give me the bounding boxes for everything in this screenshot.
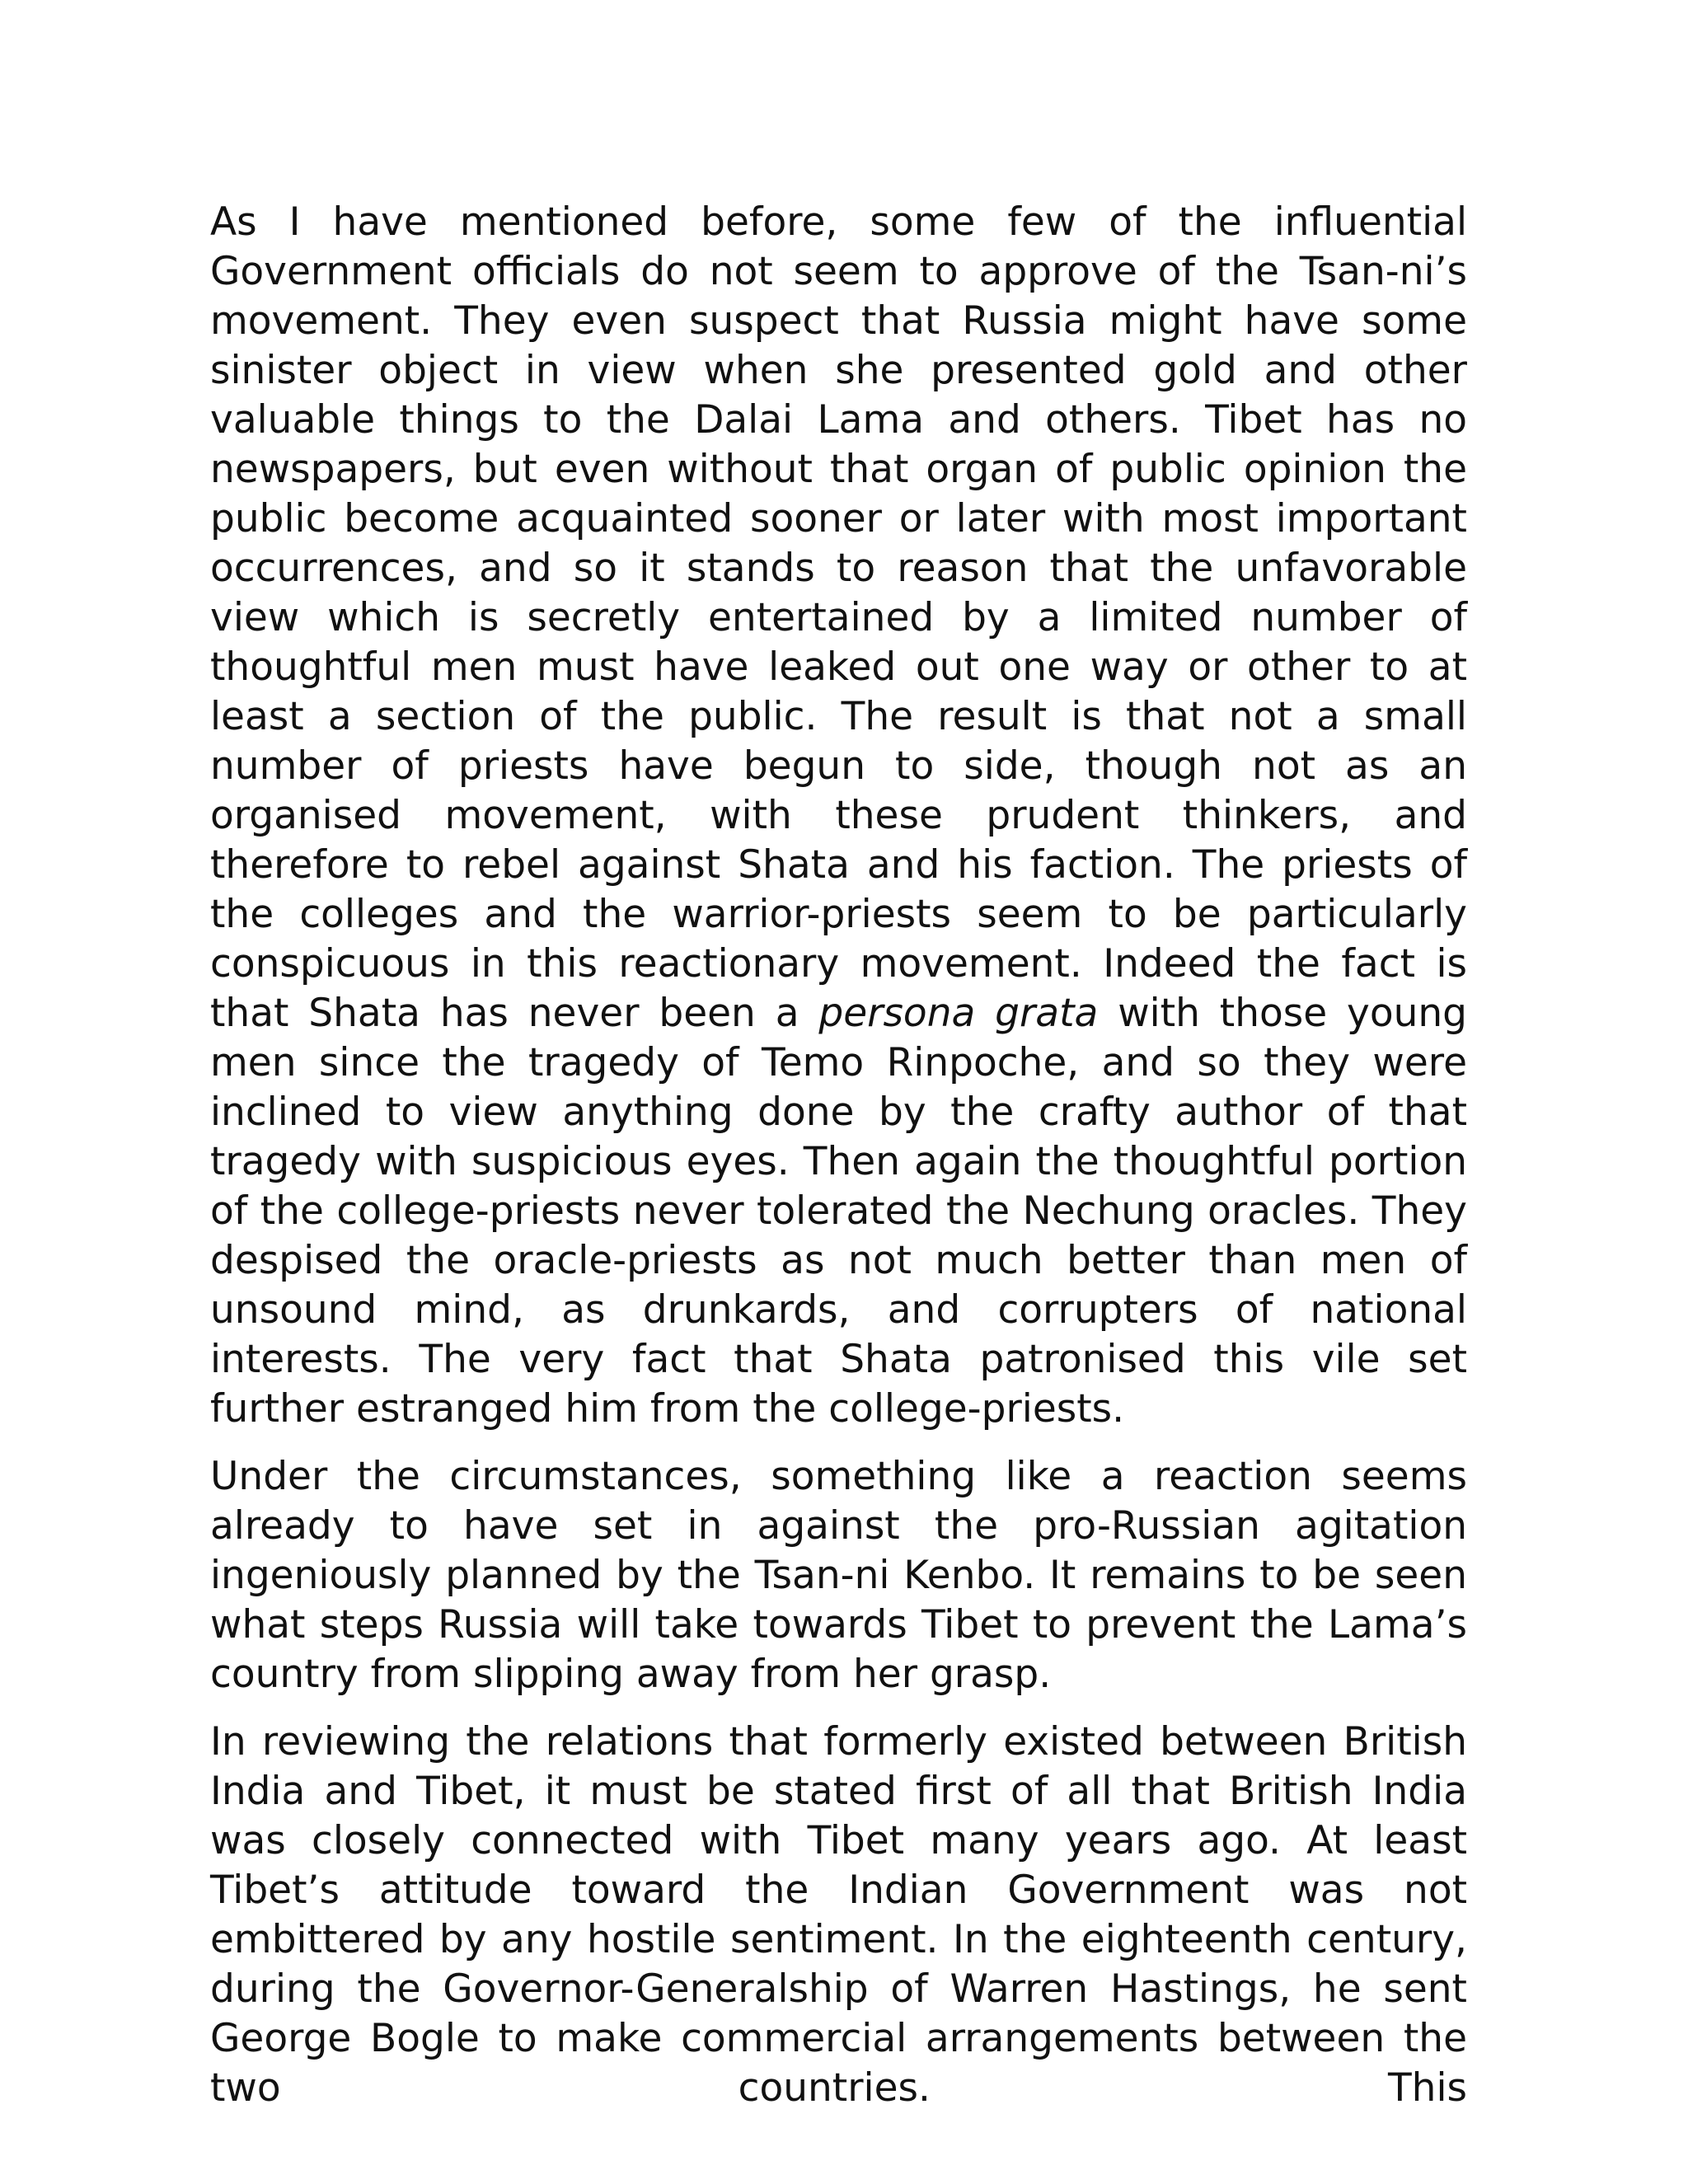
document-page <box>210 198 1467 2131</box>
italic-phrase: persona grata <box>818 991 1099 1036</box>
paragraph-text-part-1: As I have mentioned before, some few of the influential Government officials do not seem to approve of the Tsan-ni’s movement. They even suspect that Russia might have some sinister object in view when she presented gold and other valuable things to the Dalai Lama and others. Tibet has no newspapers, but even without that organ of public opinion the public become acquainted sooner or later with most important occurrences, and so it stands to reason that the unfavorable view which is secretly entertained by a limited number of thoughtful men must have leaked out one way or other to at least a section of the public. The result is that not a small number of priests have begun to side, though not as an organised movement, with these prudent thinkers, and therefore to rebel against Shata and his faction. The priests of the colleges and the warrior-priests seem to be particularly conspicuous in this reactionary movement. Indeed the fact is that Shata has never been a <box>210 199 1467 1036</box>
paragraph-text-part-2: with those young men since the tragedy of Temo Rinpoche, and so they were inclined to view anything done by the crafty author of that tragedy with suspicious eyes. Then again the thoughtful portion of the college-priests never tolerated the Nechung oracles. They despised the oracle-priests as not much better than men of unsound mind, as drunkards, and corrupters of national interests. The very fact that Shata patronised this vile set further estranged him from the college-priests. <box>210 991 1468 1432</box>
paragraph-british-india: In reviewing the relations that formerly existed between British India and Tibet, it must be stated first of all that British India was closely connected with Tibet many years ago. At least Tibet’s attitude toward the Indian Government was not embittered by any hostile sentiment. In the eighteenth century, during the Governor-Generalship of Warren Hastings, he sent George Bogle to make commercial arrangements between the two countries. This <box>210 1719 1467 2111</box>
paragraph-reaction: Under the circumstances, something like a reaction seems already to have set in against the pro-Russian agitation ingeniously planned by the Tsan-ni Kenbo. It remains to be seen what steps Russia will take towards Tibet to prevent the Lama’s country from slipping away from her grasp. <box>210 1454 1467 1697</box>
paragraph-shata-opposition <box>210 198 1467 1434</box>
